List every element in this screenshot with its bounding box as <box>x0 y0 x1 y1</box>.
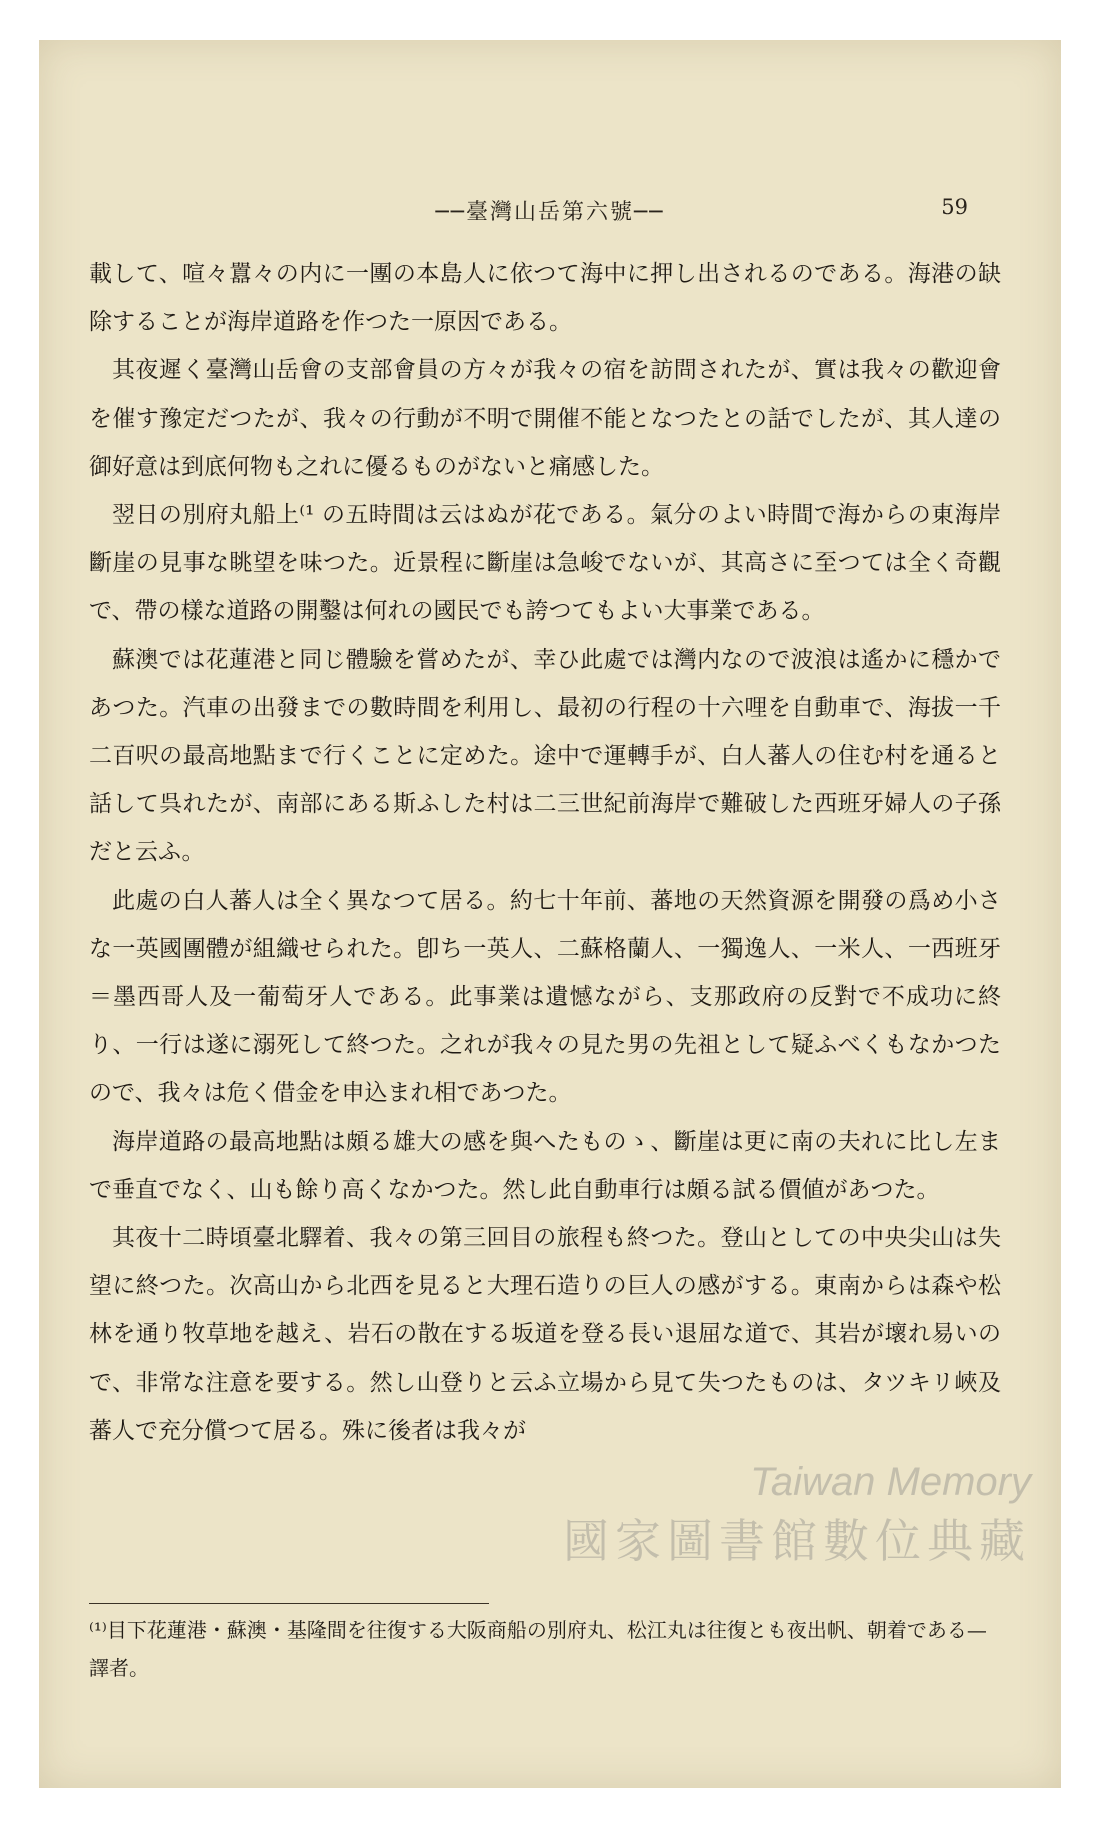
paragraph-1: 載して、喧々囂々の内に一團の本島人に依つて海中に押し出されるのである。海港の缺除することが海岸道路を作つた一原因である。 <box>89 261 1001 336</box>
paragraph-2: 其夜遲く臺灣山岳會の支部會員の方々が我々の宿を訪問されたが、實は我々の歡迎會を催す豫定だつたが、我々の行動が不明で開催不能となつたとの話でしたが、其人達の御好意は到底何物も之れに優るものがないと痛感した。 <box>89 357 1001 480</box>
paragraph-5: 此處の白人蕃人は全く異なつて居る。約七十年前、蕃地の天然資源を開發の爲め小さな一英國團體が組織せられた。卽ち一英人、二蘇格蘭人、一獨逸人、一米人、一西班牙＝墨西哥人及一葡萄牙人である。此事業は遺憾ながら、支那政府の反對で不成功に終り、一行は遂に溺死して終つた。之れが我々の見た男の先祖として疑ふべくもなかつたので、我々は危く借金を申込まれ相であつた。 <box>89 887 1001 1107</box>
watermark-chinese: 國家圖書館數位典藏 <box>563 1514 1031 1568</box>
page-number: 59 <box>941 195 968 219</box>
document-page <box>39 40 1061 1788</box>
watermark-english: Taiwan Memory <box>750 1460 1031 1504</box>
paragraph-7: 其夜十二時頃臺北驛着、我々の第三回目の旅程も終つた。登山としての中央尖山は失望に終つた。次高山から北西を見ると大理石造りの巨人の感がする。東南からは森や松林を通り牧草地を越え、岩石の散在する坂道を登る長い退屈な道で、其岩が壞れ易いので、非常な注意を要する。然し山登りと云ふ立場から見て失つたものは、タツキリ峽及蕃人で充分償つて居る。殊に後者は我々が <box>89 1225 1002 1444</box>
running-title: ──臺灣山岳第六號── <box>435 200 665 225</box>
footnote-divider <box>89 1603 489 1604</box>
page-header <box>39 195 1061 235</box>
paragraph-4: 蘇澳では花蓮港と同じ體驗を嘗めたが、幸ひ此處では灣内なので波浪は遙かに穩かであつた。汽車の出發までの數時間を利用し、最初の行程の十六哩を自動車で、海拔一千二百呎の最高地點まで行くことに定めた。途中で運轉手が、白人蕃人の住む村を通ると話して呉れたが、南部にある斯ふした村は二三世紀前海岸で難破した西班牙婦人の子孫だと云ふ。 <box>89 646 1001 866</box>
footnote: ⁽¹⁾目下花蓮港・蘇澳・基隆間を往復する大阪商船の別府丸、松江丸は往復とも夜出帆、朝着である—譯者。 <box>89 1618 987 1680</box>
watermark <box>411 1460 1031 1571</box>
body-text <box>89 250 1001 1455</box>
paragraph-6: 海岸道路の最高地點は頗る雄大の感を與へたものゝ、斷崖は更に南の夫れに比し左まで垂直でなく、山も餘り高くなかつた。然し此自動車行は頗る試る價値があつた。 <box>89 1128 1001 1203</box>
paragraph-3: 翌日の別府丸船上⁽¹ の五時間は云はぬが花である。氣分のよい時間で海からの東海岸斷崖の見事な眺望を味つた。近景程に斷崖は急峻でないが、其高さに至つては全く奇觀で、帶の樣な道路の開鑿は何れの國民でも誇つてもよい大事業である。 <box>89 502 1001 625</box>
